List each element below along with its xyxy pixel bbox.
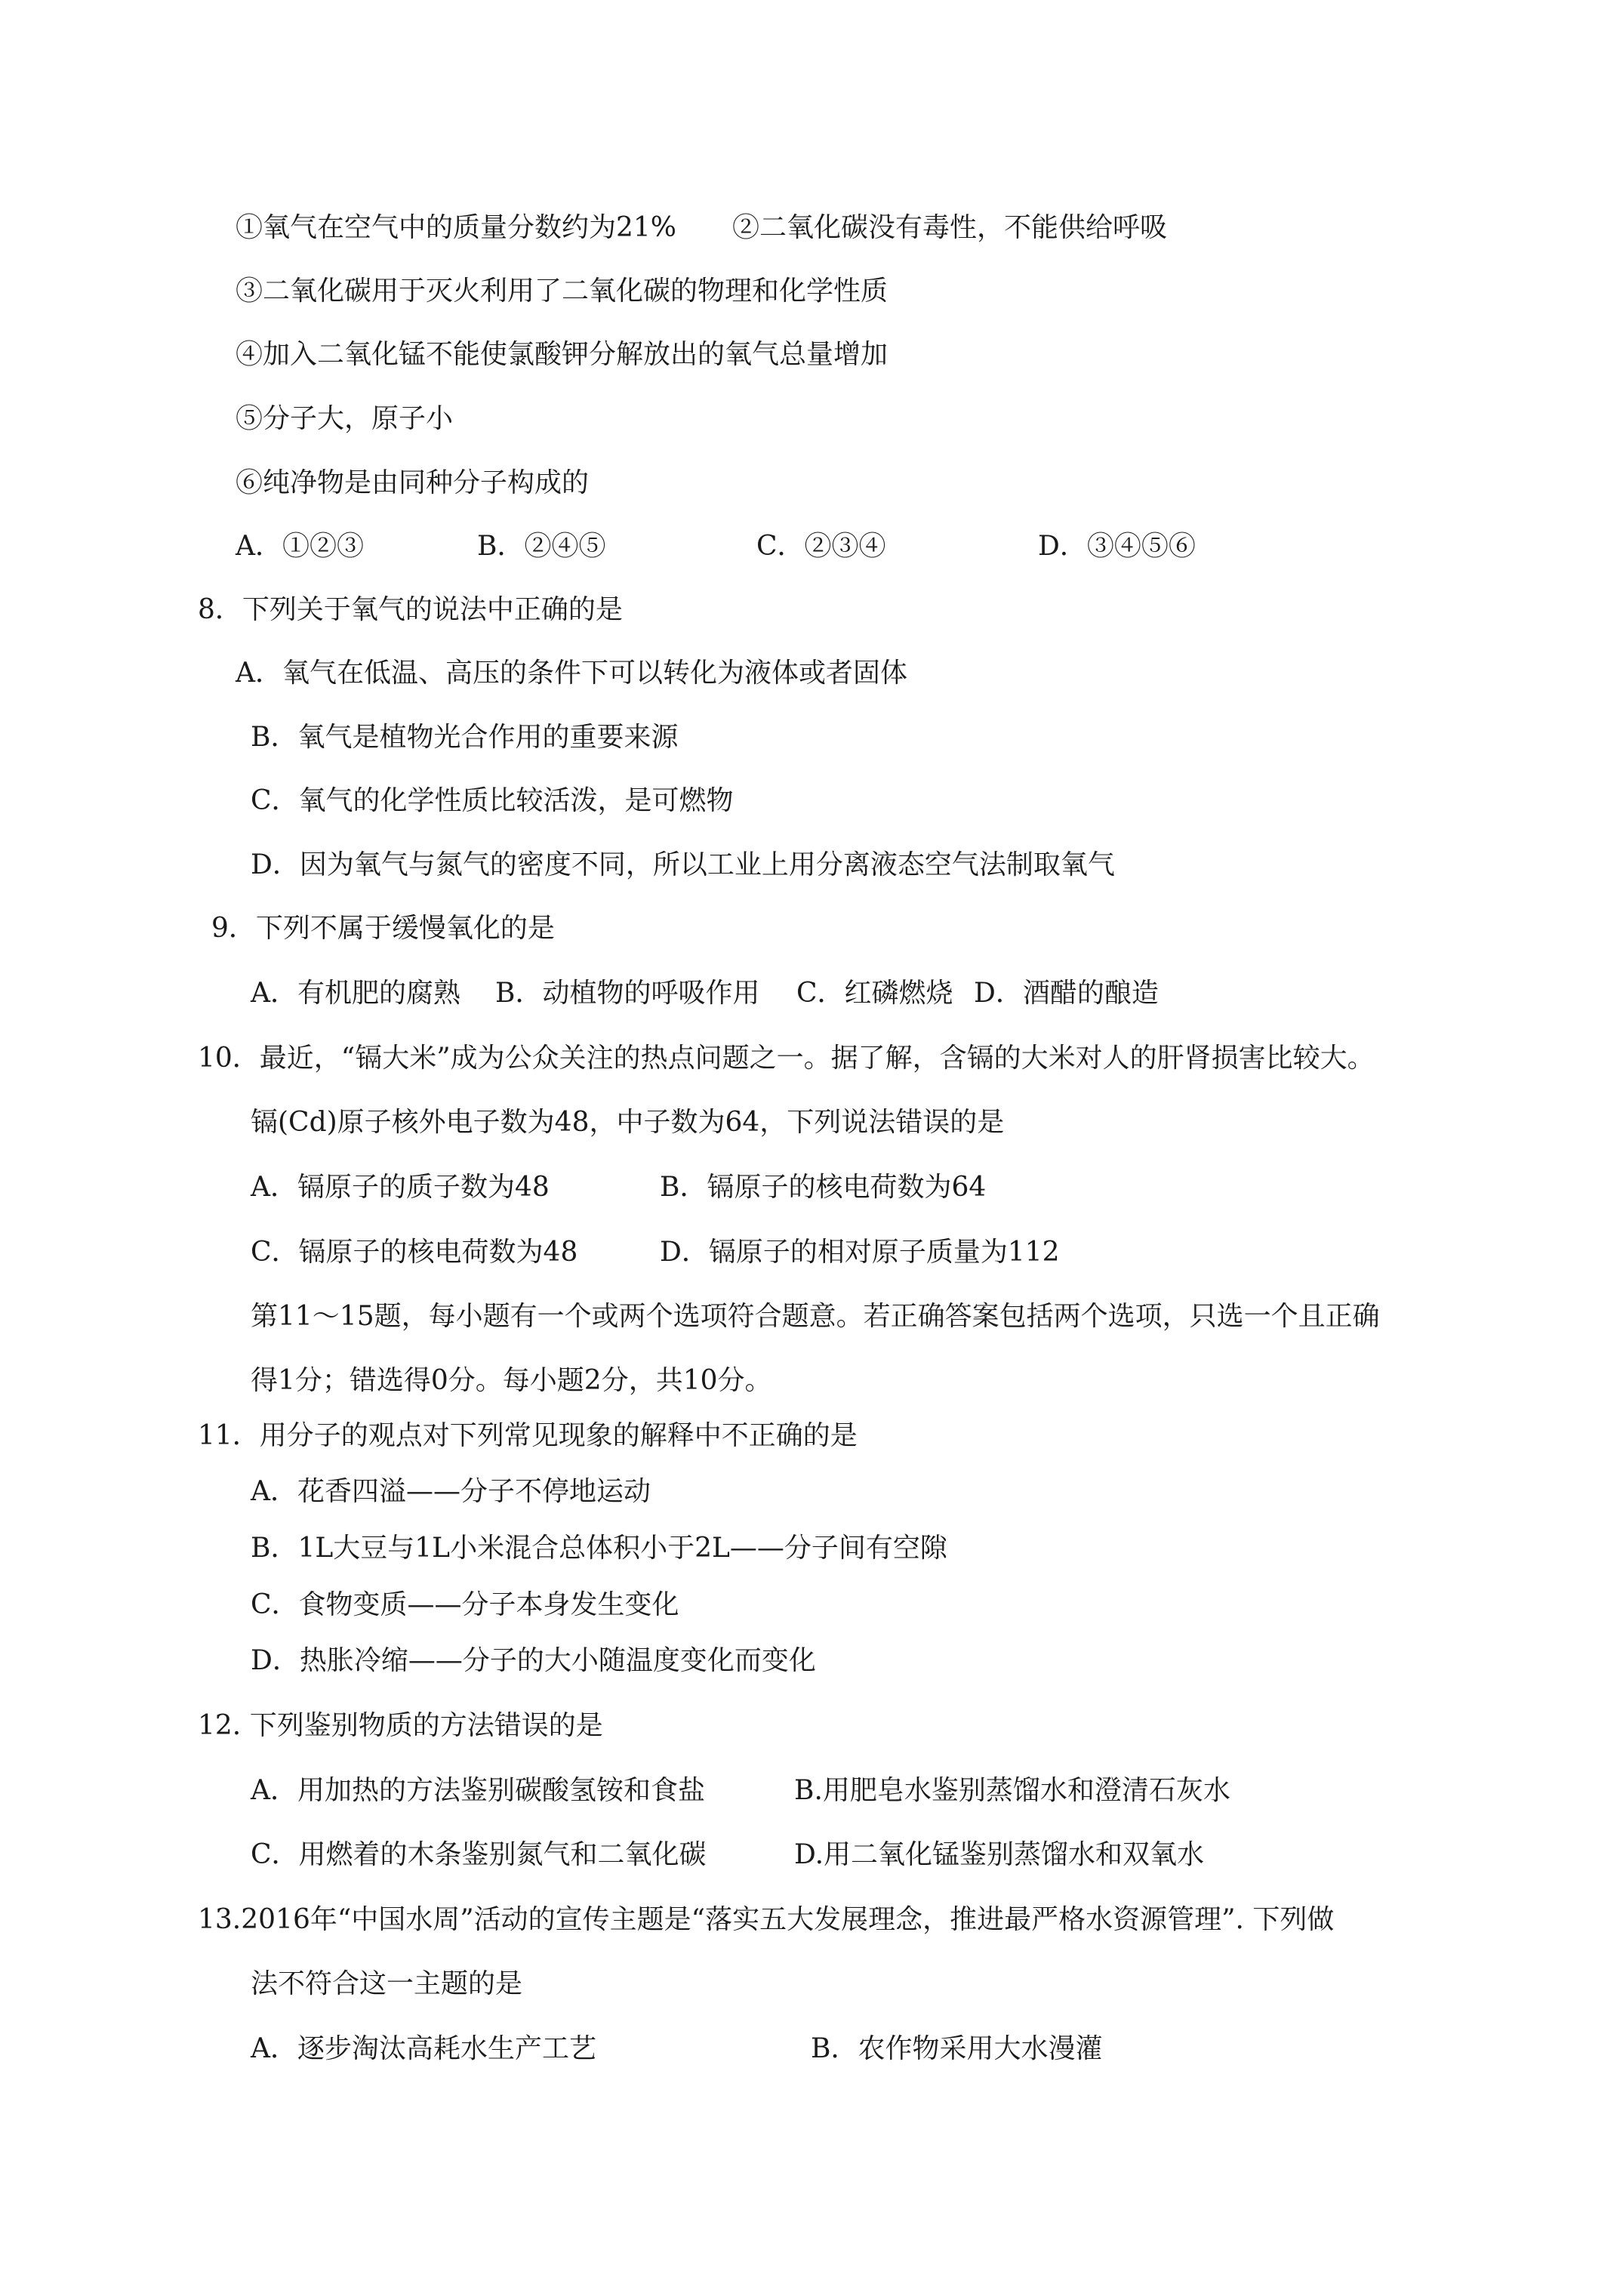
- q7-statement-6: ⑥纯净物是由同种分子构成的: [236, 467, 590, 498]
- q7-statement-2: ②二氧化碳没有毒性，不能供给呼吸: [732, 212, 1168, 243]
- q9-option-d: D．酒醋的酿造: [974, 978, 1159, 1009]
- q9-stem: 9．下列不属于缓慢氧化的是: [211, 913, 555, 944]
- q7-option-d: D．③④⑤⑥: [1038, 531, 1196, 562]
- q7-option-a: A．①②③: [236, 531, 364, 562]
- q8-option-c: C．氧气的化学性质比较活泼，是可燃物: [251, 785, 734, 816]
- q8-stem: 8．下列关于氧气的说法中正确的是: [198, 594, 623, 625]
- q10-stem-line-1: 10．最近，“镉大米”成为公众关注的热点问题之一。据了解，含镉的大米对人的肝肾损害比较大。: [198, 1043, 1375, 1074]
- q10-option-b: B．镉原子的核电荷数为64: [660, 1172, 987, 1203]
- q8-option-a: A．氧气在低温、高压的条件下可以转化为液体或者固体: [236, 658, 907, 689]
- q12-option-d: D.用二氧化锰鉴别蒸馏水和双氧水: [794, 1839, 1205, 1870]
- q12-option-c: C．用燃着的木条鉴别氮气和二氧化碳: [251, 1839, 707, 1870]
- q7-option-c: C．②③④: [756, 531, 886, 562]
- q13-option-a: A．逐步淘汰高耗水生产工艺: [251, 2033, 596, 2064]
- q13-option-b: B．农作物采用大水漫灌: [811, 2033, 1103, 2064]
- q7-statement-4: ④加入二氧化锰不能使氯酸钾分解放出的氧气总量增加: [236, 339, 888, 370]
- q10-option-d: D．镉原子的相对原子质量为112: [660, 1237, 1060, 1268]
- q11-stem: 11．用分子的观点对下列常见现象的解释中不正确的是: [198, 1420, 858, 1451]
- q8-option-d: D．因为氧气与氮气的密度不同，所以工业上用分离液态空气法制取氧气: [251, 849, 1115, 880]
- q7-statement-3: ③二氧化碳用于灭火利用了二氧化碳的物理和化学性质: [236, 276, 888, 307]
- q9-option-a: A．有机肥的腐熟: [251, 978, 460, 1009]
- q11-option-d: D．热胀冷缩——分子的大小随温度变化而变化: [251, 1645, 816, 1676]
- q13-stem-line-1: 13.2016年“中国水周”活动的宣传主题是“落实五大发展理念，推进最严格水资源管理”. 下列做: [198, 1904, 1335, 1935]
- q10-stem-line-2: 镉(Cd)原子核外电子数为48，中子数为64，下列说法错误的是: [251, 1107, 1005, 1138]
- q12-option-b: B.用肥皂水鉴别蒸馏水和澄清石灰水: [794, 1775, 1230, 1806]
- q11-option-b: B．1L大豆与1L小米混合总体积小于2L——分子间有空隙: [251, 1533, 947, 1564]
- q11-option-a: A．花香四溢——分子不停地运动: [251, 1476, 651, 1507]
- section-instructions-line-1: 第11～15题，每小题有一个或两个选项符合题意。若正确答案包括两个选项，只选一个且正确: [251, 1301, 1380, 1332]
- q9-option-c: C．红磷燃烧: [796, 978, 953, 1009]
- q8-option-b: B．氧气是植物光合作用的重要来源: [251, 722, 679, 753]
- q13-stem-line-2: 法不符合这一主题的是: [251, 1968, 523, 1999]
- q9-option-b: B．动植物的呼吸作用: [495, 978, 760, 1009]
- q10-option-c: C．镉原子的核电荷数为48: [251, 1237, 578, 1268]
- q12-stem: 12. 下列鉴别物质的方法错误的是: [198, 1710, 603, 1741]
- q10-option-a: A．镉原子的质子数为48: [251, 1172, 550, 1203]
- q12-option-a: A．用加热的方法鉴别碳酸氢铵和食盐: [251, 1775, 705, 1806]
- q11-option-c: C．食物变质——分子本身发生变化: [251, 1589, 679, 1620]
- q7-statement-1: ①氧气在空气中的质量分数约为21%: [236, 212, 677, 243]
- section-instructions-line-2: 得1分；错选得0分。每小题2分，共10分。: [251, 1365, 772, 1396]
- q7-statement-5: ⑤分子大，原子小: [236, 403, 454, 434]
- q7-option-b: B．②④⑤: [477, 531, 606, 562]
